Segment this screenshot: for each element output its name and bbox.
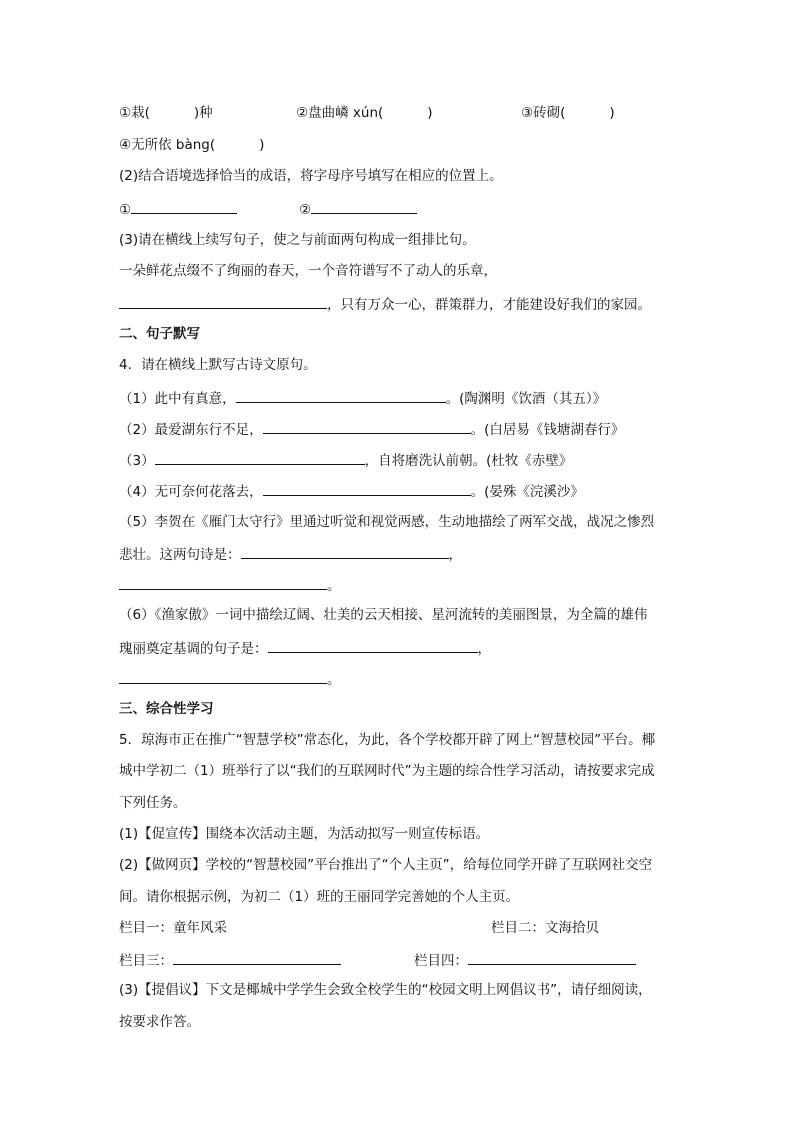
q4-title: 4．请在横线上默写古诗文原句。 — [119, 357, 317, 373]
q4-item-4-suffix: 。(晏殊《浣溪沙》 — [470, 484, 584, 500]
q4-item-6-line2 — [119, 638, 491, 658]
q5-task2-line2: 间。请你根据示例，为初二（1）班的王丽同学完善她的个人主页。 — [119, 889, 520, 905]
q4-item-4 — [119, 481, 584, 501]
q3-item-1-tail: )种 — [193, 105, 213, 121]
q3-item-4-text: ④无所依 bàng( — [119, 137, 216, 153]
q3-item-3-text: ③砖砌( — [521, 105, 566, 121]
q4-item-3 — [119, 450, 572, 470]
q5-task3-line2: 按要求作答。 — [119, 1014, 200, 1030]
section3-heading: 三、综合性学习 — [119, 701, 214, 717]
q3-part3-instruction: (3)请在横线上续写句子，使之与前面两句构成一组排比句。 — [119, 232, 476, 248]
q4-item-6-period: 。 — [327, 672, 341, 688]
q3-part2-blank2 — [299, 199, 417, 219]
q4-item-5-line1: （5）李贺在《雁门太守行》里通过听觉和视觉两感，生动地描绘了两军交战，战况之惨烈 — [119, 514, 655, 530]
q4-item-5-line2 — [119, 544, 462, 564]
q4-item-6-blank-b[interactable] — [119, 669, 327, 684]
q3-item-1-text: ①栽( — [119, 105, 150, 121]
q4-item-6-prompt: 瑰丽奠定基调的句子是： — [119, 641, 268, 657]
q5-line1: 5．琼海市正在推广“智慧学校”常态化，为此，各个学校都开辟了网上“智慧校园”平台。椰 — [119, 732, 656, 748]
q4-item-5-prompt: 悲壮。这两句诗是： — [119, 547, 241, 563]
blank-1-input[interactable] — [131, 199, 237, 214]
q4-item-5-blank-a[interactable] — [241, 544, 449, 559]
q3-part3-blank[interactable] — [119, 294, 327, 309]
q3-item-3 — [521, 104, 615, 122]
q4-item-5-blank-b[interactable] — [119, 575, 327, 590]
column-1: 栏目一：童年风采 — [119, 920, 227, 936]
q4-item-4-prefix: （4）无可奈何花落去， — [119, 484, 263, 500]
column-2: 栏目二：文海拾贝 — [491, 920, 599, 936]
q5-task3-line1: (3)【提倡议】下文是椰城中学学生会致全校学生的“校园文明上网倡议书”，请仔细阅读， — [119, 982, 652, 998]
q4-item-1-suffix: 。(陶渊明《饮酒（其五）》 — [445, 391, 607, 407]
blank-2-input[interactable] — [311, 199, 417, 214]
q5-line2: 城中学初二（1）班举行了以“我们的互联网时代”为主题的综合性学习活动，请按要求完成 — [119, 763, 655, 779]
q3-part2-blanks — [119, 199, 237, 219]
q4-item-2-blank[interactable] — [263, 419, 471, 434]
q3-part3-sentence: 一朵鲜花点缀不了绚丽的春天，一个音符谱写不了动人的乐章， — [119, 263, 497, 279]
q3-part2-instruction: (2)结合语境选择恰当的成语，将字母序号填写在相应的位置上。 — [119, 168, 503, 184]
q3-item-2 — [296, 104, 433, 122]
column-4-label: 栏目四： — [414, 953, 468, 969]
q5-task1: (1)【促宣传】围绕本次活动主题，为活动拟写一则宣传标语。 — [119, 826, 490, 842]
q5-line3: 下列任务。 — [119, 795, 187, 811]
q4-item-5-line3 — [119, 575, 341, 595]
q4-item-5-comma: ， — [448, 547, 462, 563]
q3-item-2-tail: ) — [427, 105, 433, 121]
q4-item-2 — [119, 419, 624, 439]
q4-item-3-prefix: （3） — [119, 453, 155, 469]
column-4-blank[interactable] — [468, 950, 636, 965]
q3-item-4 — [119, 136, 264, 154]
column-3-blank[interactable] — [173, 950, 341, 965]
q4-item-1-prefix: （1）此中有真意， — [119, 391, 236, 407]
q3-part3-ending: ，只有万众一心，群策群力，才能建设好我们的家园。 — [327, 297, 651, 313]
q4-item-6-comma: ， — [477, 641, 491, 657]
q4-item-1 — [119, 388, 606, 408]
column-3 — [119, 950, 341, 970]
q3-item-4-tail: ) — [259, 137, 265, 153]
q4-item-6-blank-a[interactable] — [268, 638, 478, 653]
column-3-label: 栏目三： — [119, 953, 173, 969]
section2-heading: 二、句子默写 — [119, 326, 200, 342]
q4-item-3-blank[interactable] — [155, 450, 365, 465]
q4-item-6-line1: （6）《渔家傲》一词中描绘辽阔、壮美的云天相接、星河流转的美丽图景，为全篇的雄伟 — [119, 607, 648, 623]
q5-task2-line1: (2)【做网页】学校的“智慧校园”平台推出了“个人主页”，给每位同学开辟了互联网社交空 — [119, 857, 653, 873]
blank-1-label: ① — [119, 202, 132, 218]
blank-2-label: ② — [299, 202, 312, 218]
column-4 — [414, 950, 636, 970]
q4-item-4-blank[interactable] — [263, 481, 471, 496]
q3-item-3-tail: ) — [609, 105, 615, 121]
q4-item-2-prefix: （2）最爱湖东行不足， — [119, 422, 263, 438]
q3-item-1 — [119, 104, 213, 122]
q3-item-2-text: ②盘曲嶙 xún( — [296, 105, 384, 121]
q4-item-1-blank[interactable] — [236, 388, 446, 403]
q4-item-6-line3 — [119, 669, 341, 689]
q4-item-5-period: 。 — [327, 578, 341, 594]
q3-part3-fill — [119, 294, 651, 314]
q4-item-3-suffix: ，自将磨洗认前朝。(杜牧《赤壁》 — [364, 453, 573, 469]
q4-item-2-suffix: 。(白居易《钱塘湖春行》 — [470, 422, 625, 438]
